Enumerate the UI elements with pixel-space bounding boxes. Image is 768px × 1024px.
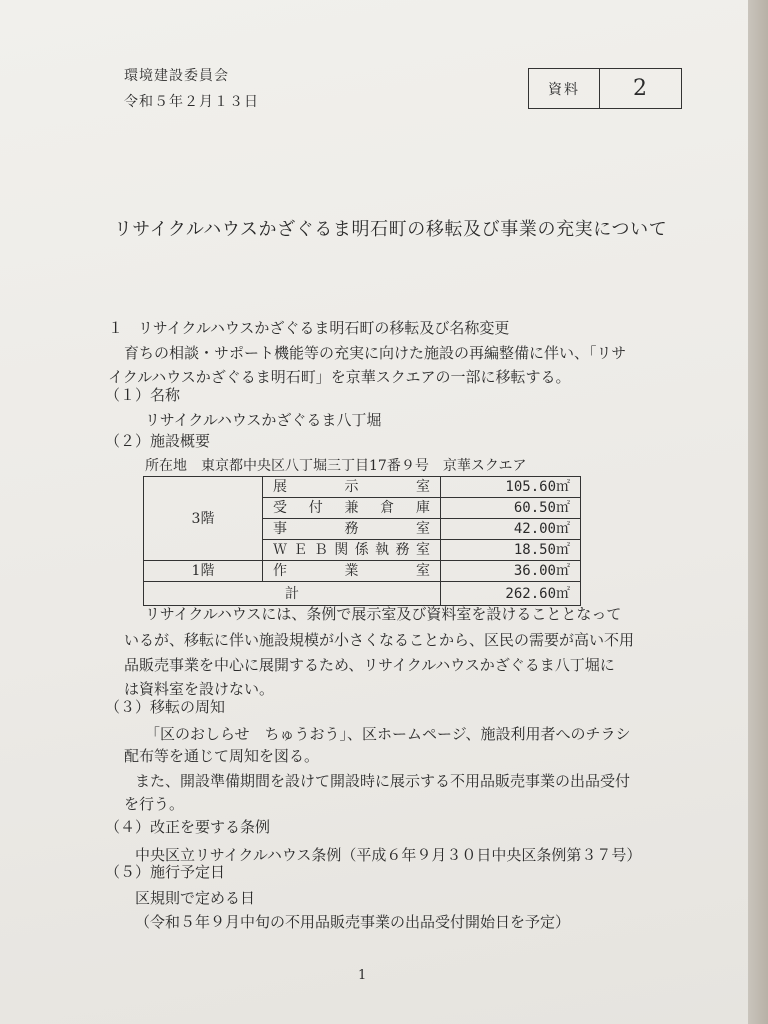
room-label-char: 務 <box>344 521 359 537</box>
section-1-intro-line-2: イクルハウスかざぐるま明石町」を京華スクエアの一部に移転する。 <box>108 368 571 386</box>
document-title: リサイクルハウスかざぐるま明石町の移転及び事業の充実について <box>114 219 668 240</box>
item-4-heading: （４）改正を要する条例 <box>105 818 271 836</box>
room-label-char: 事 <box>273 521 287 537</box>
item-1-text: リサイクルハウスかざぐるま八丁堀 <box>145 411 382 429</box>
document-number: 2 <box>633 76 647 101</box>
room-label-char: 室 <box>416 521 430 537</box>
area-cell: 18.50㎡ <box>440 539 581 561</box>
room-label-char: 関 <box>334 542 349 558</box>
facility-area-table <box>143 476 581 606</box>
room-label-char: 執 <box>375 542 390 558</box>
room-label-char: 作 <box>273 563 287 579</box>
room-label-char: 庫 <box>416 500 430 516</box>
room-label-char: 展 <box>273 479 287 495</box>
room-label-char: 室 <box>416 479 430 495</box>
room-label-char: 受 <box>273 500 287 516</box>
room-label-char: Ｅ <box>293 542 308 558</box>
item-3-heading: （３）移転の周知 <box>105 698 226 716</box>
note-line-3: 品販売事業を中心に展開するため、リサイクルハウスかざぐるま八丁堀に <box>124 656 615 674</box>
area-cell: 42.00㎡ <box>440 518 581 540</box>
document-number-box <box>528 68 682 109</box>
committee-name: 環境建設委員会 <box>124 68 229 84</box>
item-5-heading: （５）施行予定日 <box>105 863 226 881</box>
total-label-cell: 計 <box>143 581 441 606</box>
note-line-2: いるが、移転に伴い施設規模が小さくなることから、区民の需要が高い不用 <box>124 631 635 649</box>
document-label: 資料 <box>529 69 600 108</box>
room-label-char: 示 <box>344 479 359 495</box>
item-5-line-1: 区規則で定める日 <box>135 889 256 907</box>
document-date: 令和５年２月１３日 <box>124 94 259 110</box>
room-label-char: Ｂ <box>313 542 328 558</box>
room-label-char: 室 <box>416 563 430 579</box>
total-area-cell: 262.60㎡ <box>440 581 581 606</box>
room-label-char: 業 <box>344 563 359 579</box>
item-5-line-2: （令和５年９月中旬の不用品販売事業の出品受付開始日を予定） <box>135 913 571 931</box>
page-number: 1 <box>358 968 367 983</box>
item-4-text: 中央区立リサイクルハウス条例（平成６年９月３０日中央区条例第３７号） <box>135 846 642 864</box>
room-label-char: 兼 <box>344 500 359 516</box>
room-label-char: 付 <box>308 500 323 516</box>
section-1-intro-line-1: 育ちの相談・サポート機能等の充実に向けた施設の再編整備に伴い、「リサ <box>124 344 627 362</box>
item-2-heading: （２）施設概要 <box>105 432 211 450</box>
room-label-char: 係 <box>354 542 369 558</box>
facility-location: 所在地 東京都中央区八丁堀三丁目17番９号 京華スクエア <box>145 458 527 474</box>
paper-edge-shadow <box>748 0 768 1024</box>
floor-1-cell: 1階 <box>143 560 263 582</box>
section-1-heading: １ リサイクルハウスかざぐるま明石町の移転及び名称変更 <box>108 319 510 337</box>
item-1-heading: （１）名称 <box>105 386 181 404</box>
room-label-char: Ｗ <box>273 542 287 558</box>
item-3-line-1: 「区のおしらせ ちゅうおう」、区ホームページ、施設利用者へのチラシ <box>145 725 631 743</box>
room-cell-exhibition <box>262 476 441 498</box>
room-label-char: 室 <box>415 542 430 558</box>
note-line-4: は資料室を設けない。 <box>124 680 275 698</box>
item-3-line-4: を行う。 <box>124 795 185 813</box>
room-cell-reception <box>262 497 441 519</box>
item-3-line-2: 配布等を通じて周知を図る。 <box>124 747 320 765</box>
area-cell: 36.00㎡ <box>440 560 581 582</box>
room-cell-office <box>262 518 441 540</box>
note-line-1: リサイクルハウスには、条例で展示室及び資料室を設けることとなって <box>145 605 622 623</box>
area-cell: 60.50㎡ <box>440 497 581 519</box>
item-3-line-3: また、開設準備期間を設けて開設時に展示する不用品販売事業の出品受付 <box>135 772 631 790</box>
room-cell-workroom <box>262 560 441 582</box>
room-label-char: 倉 <box>380 500 395 516</box>
area-cell: 105.60㎡ <box>440 476 581 498</box>
floor-3-cell: 3階 <box>143 476 263 561</box>
room-label-char: 務 <box>395 542 410 558</box>
room-cell-web-office <box>262 539 441 561</box>
